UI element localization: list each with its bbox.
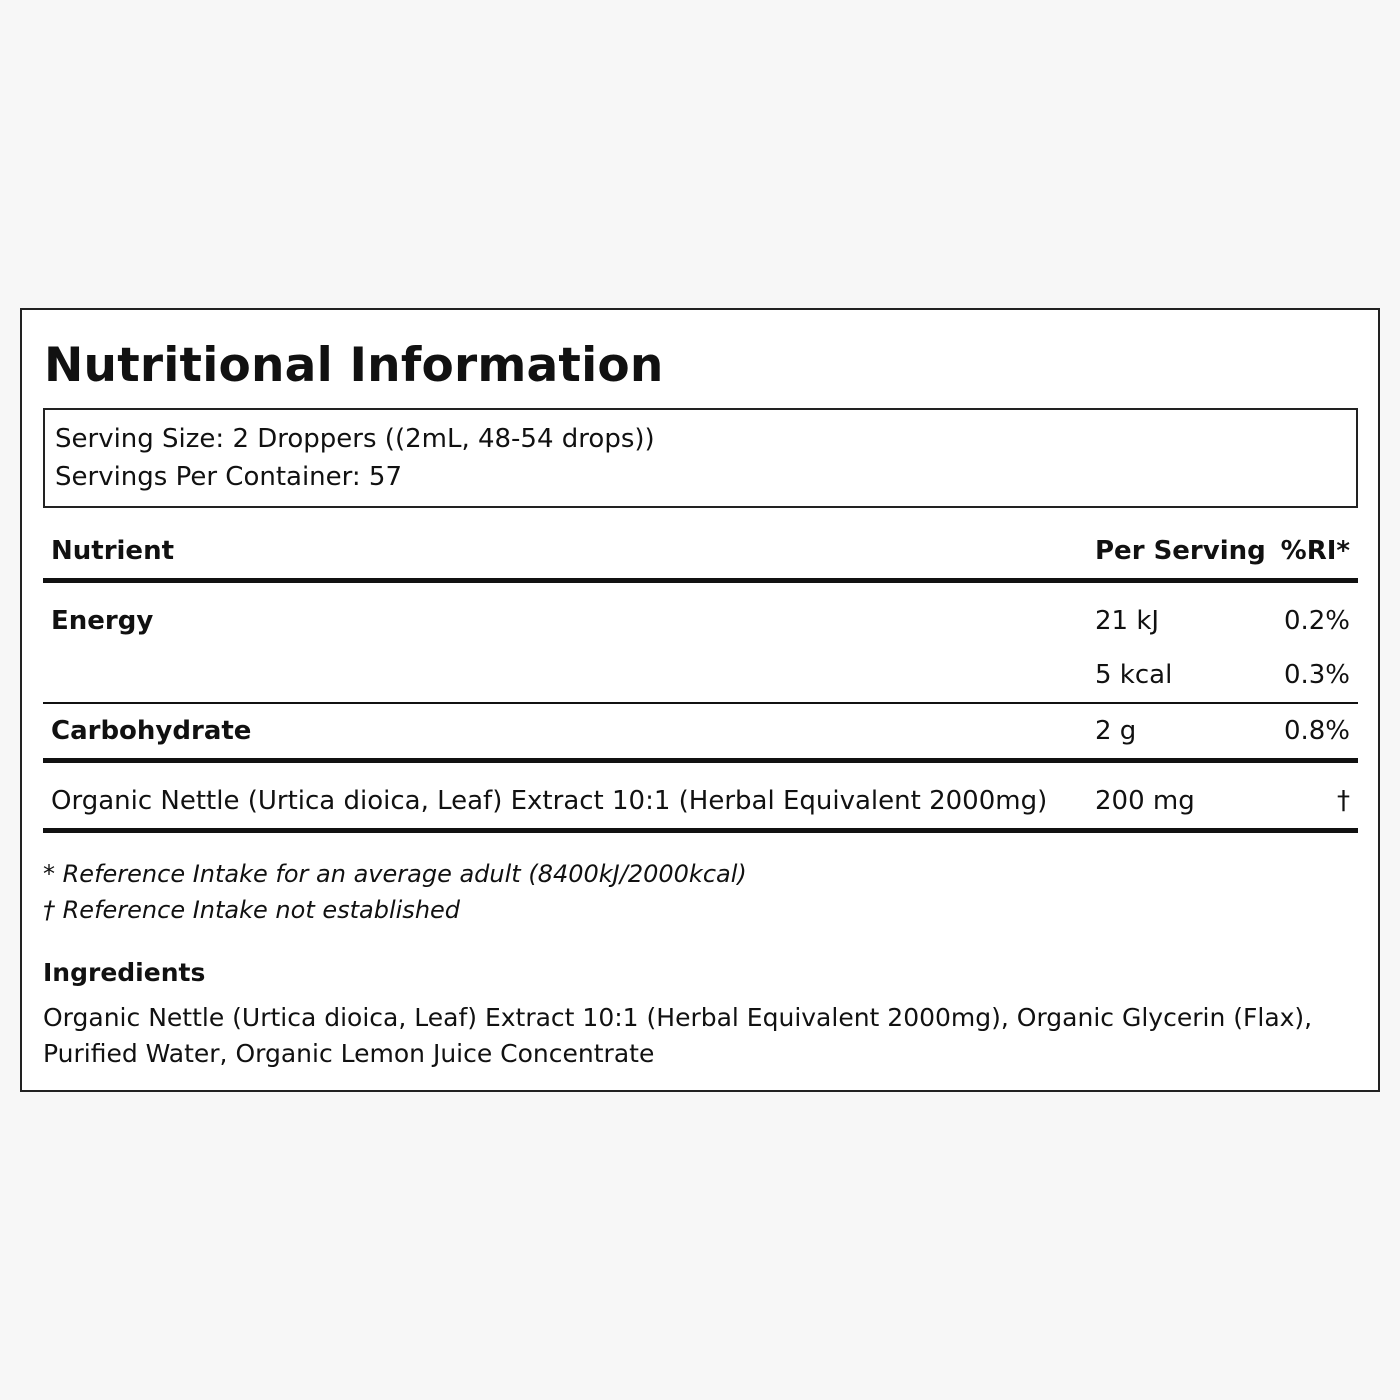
ingredients-text: Organic Nettle (Urtica dioica, Leaf) Extract 10:1 (Herbal Equivalent 2000mg), Organic Glycerin (Flax), Purified Water, Organic Lemon Juice Concentrate: [43, 1003, 1313, 1068]
serving-info-box: [43, 408, 1358, 508]
row-energy-kcal-ri: 0.3%: [1283, 660, 1350, 690]
row-energy-kj-value: 21 kJ: [1095, 606, 1160, 636]
header-divider: [43, 578, 1358, 583]
carbohydrate-divider: [43, 758, 1358, 763]
header-ri: %RI*: [1280, 536, 1350, 566]
label-title: Nutritional Information: [44, 338, 664, 393]
row-carbohydrate-nutrient: Carbohydrate: [51, 716, 252, 746]
servings-per-container: Servings Per Container: 57: [55, 462, 403, 492]
header-per-serving: Per Serving: [1095, 536, 1266, 566]
energy-divider: [43, 702, 1358, 704]
row-nettle-value: 200 mg: [1095, 786, 1195, 816]
row-energy-kcal-value: 5 kcal: [1095, 660, 1173, 690]
serving-size: Serving Size: 2 Droppers ((2mL, 48-54 drops)): [55, 424, 655, 454]
header-nutrient: Nutrient: [51, 536, 175, 566]
row-carbohydrate-value: 2 g: [1095, 716, 1137, 746]
ri-footnote: * Reference Intake for an average adult (8400kJ/2000kcal): [43, 860, 747, 888]
dagger-footnote: † Reference Intake not established: [43, 896, 461, 924]
row-nettle-nutrient: Organic Nettle (Urtica dioica, Leaf) Extract 10:1 (Herbal Equivalent 2000mg): [51, 786, 1048, 816]
table-bottom-divider: [43, 828, 1358, 833]
row-carbohydrate-ri: 0.8%: [1283, 716, 1350, 746]
row-nettle-ri: †: [1337, 786, 1350, 816]
row-energy-kj-ri: 0.2%: [1283, 606, 1350, 636]
nutrition-label: [20, 308, 1380, 1092]
row-energy-nutrient: Energy: [51, 606, 154, 636]
ingredients-heading: Ingredients: [43, 958, 206, 987]
